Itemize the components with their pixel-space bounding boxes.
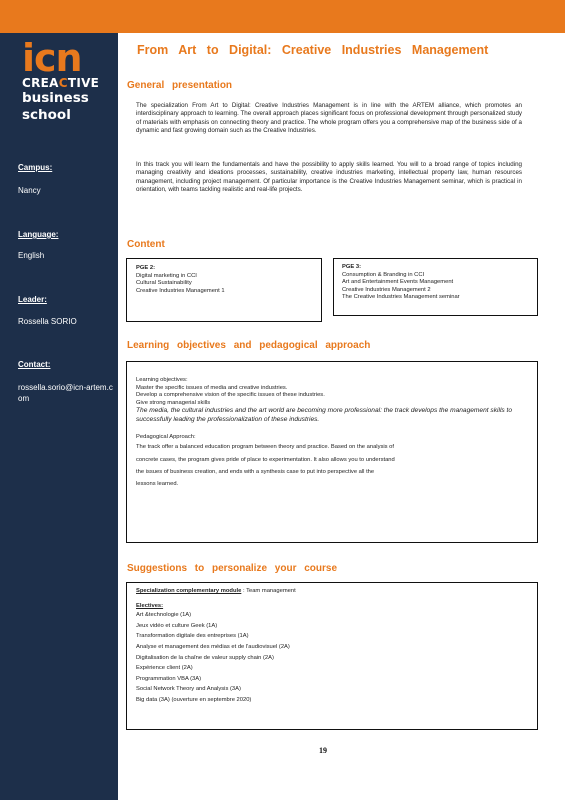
- learning-box: [126, 361, 538, 543]
- content-heading: Content: [127, 239, 165, 250]
- logo-icn: icn: [22, 36, 82, 80]
- general-heading: General presentation: [127, 80, 233, 91]
- leader-value: Rossella SORIO: [18, 317, 77, 326]
- icn-logo: [22, 36, 100, 124]
- pedagogy-line: concrete cases, the program gives pride of place to experimentation. It also allows you to understand: [136, 456, 395, 463]
- logo-school: school: [22, 107, 71, 123]
- pge3-course: Consumption & Branding in CCI: [342, 271, 425, 278]
- pge2-course: Digital marketing in CCI: [136, 272, 197, 279]
- header-bar: [0, 0, 565, 33]
- sidebar: [0, 33, 118, 800]
- page-number: 19: [319, 746, 327, 755]
- elective-item: Transformation digitale des entreprises (1A): [136, 633, 249, 640]
- pge2-title: PGE 2:: [136, 265, 156, 271]
- logo-business: business: [22, 90, 89, 106]
- pge3-box: [333, 258, 538, 316]
- general-paragraph-2: In this track you will learn the fundamentals and have the possibility to apply skills learned. You will to a broad range of topics including managing creativity and ideations processes, sustainability, creative industries marketing, intellectual property law, human resources management, including project management. Of particular importance is the Creative Industries Management seminar, which is practical in orientation, with teams tackling realistic and real-life projects.: [136, 161, 522, 193]
- pedagogy-line: lessons learned.: [136, 481, 179, 488]
- elective-item: Art &technologie (1A): [136, 612, 192, 619]
- elective-item: Big data (3A) (ouverture en septembre 2020): [136, 696, 252, 703]
- objective-item: Give strong managerial skills: [136, 399, 211, 406]
- pge2-box: [126, 258, 322, 322]
- objective-item: Develop a comprehensive vision of the specific issues of these industries.: [136, 392, 325, 399]
- language-label: Language:: [18, 230, 59, 239]
- general-paragraph-1: The specialization From Art to Digital: Creative Industries Management is in line with the ARTEM alliance, which promotes an interdisciplinary approach to learning. The overall approach places significant focus on professional development through personalized study of materials with emphasis on connecting theory and practice. The whole program offers you a comprehensive map of the business side of a dynamic and fast growing domain such as the Creative Industries.: [136, 102, 522, 134]
- logo-creative: CREACTIVE: [22, 76, 100, 90]
- pge3-course: Creative Industries Management 2: [342, 286, 431, 293]
- elective-item: Digitalisation de la chaîne de valeur supply chain (2A): [136, 654, 274, 661]
- pge3-course: Art and Entertainment Events Management: [342, 279, 454, 286]
- suggestions-heading: Suggestions to personalize your course: [127, 563, 338, 574]
- pge3-title: PGE 3:: [342, 264, 362, 270]
- elective-item: Jeux vidéo et culture Geek (1A): [136, 622, 218, 629]
- electives-title: Electives:: [136, 602, 164, 609]
- pge2-course: Creative Industries Management 1: [136, 287, 225, 294]
- elective-item: Analyse et management des médias et de l'audiovisuel (2A): [136, 643, 290, 650]
- pedagogy-title: Pedagogical Approach:: [136, 433, 196, 440]
- module-line: Specialization complementary module : Team management: [136, 588, 296, 594]
- objectives-title: Learning objectives:: [136, 377, 188, 383]
- learning-heading: Learning objectives and pedagogical approach: [127, 340, 371, 351]
- pge3-course: The Creative Industries Management seminar: [342, 294, 460, 301]
- campus-label: Campus:: [18, 163, 53, 172]
- pedagogy-line: The track offer a balanced education program between theory and practice. Based on the analysis of: [136, 444, 395, 451]
- elective-item: Social Network Theory and Analysis (3A): [136, 686, 241, 693]
- leader-label: Leader:: [18, 295, 47, 304]
- elective-item: Expérience client (2A): [136, 665, 193, 672]
- language-value: English: [18, 251, 45, 260]
- page-title: From Art to Digital: Creative Industries Management: [137, 43, 489, 57]
- objectives-statement: The media, the cultural industries and the art world are becoming more professional: the track develops the management skills to successfully leading the professionalization of these industries.: [136, 407, 513, 423]
- objective-item: Master the specific issues of media and creative industries.: [136, 384, 288, 391]
- pge2-course: Cultural Sustainability: [136, 280, 192, 287]
- contact-value: rossella.sorio@icn-artem.com: [18, 383, 113, 403]
- suggestions-box: [126, 582, 538, 730]
- elective-item: Programmation VBA (3A): [136, 675, 202, 682]
- contact-label: Contact:: [18, 360, 51, 369]
- pedagogy-line: the issues of business creation, and ends with a synthesis case to put into perspective all the: [136, 468, 375, 475]
- campus-value: Nancy: [18, 186, 41, 195]
